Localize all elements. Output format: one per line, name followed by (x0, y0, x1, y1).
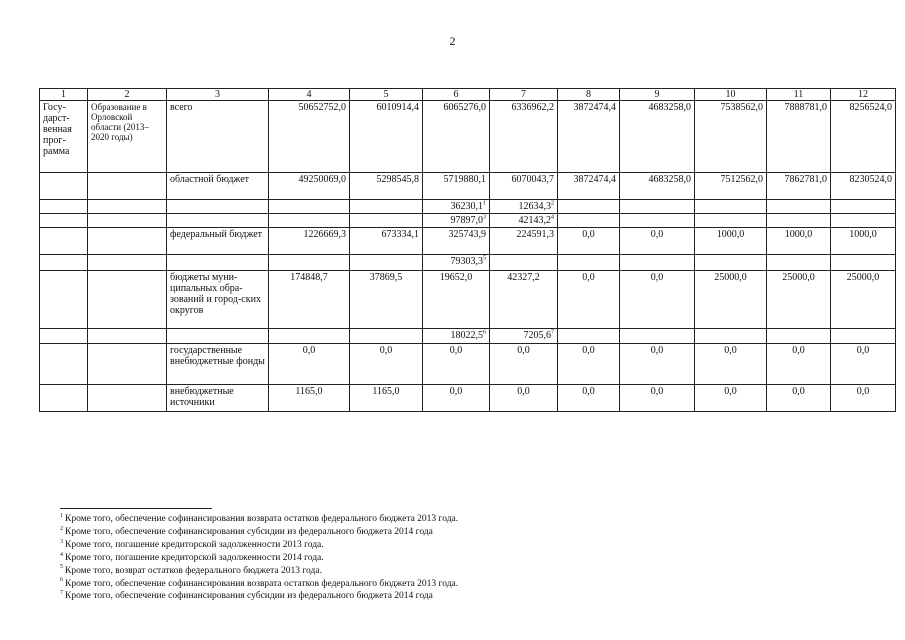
footnote-mark: 7 (60, 590, 63, 597)
table-cell: 0,0 (558, 344, 620, 385)
table-cell: 0,0 (831, 385, 896, 412)
footnote: $^6$ Кроме того, обеспечение софинансирования возврата остатков федерального бюджета 2013 года. (60, 577, 459, 589)
table-cell: 1165,0 (350, 385, 423, 412)
footnote-mark: 2 (60, 525, 63, 532)
footnote: $^5$ Кроме того, возврат остатков федерального бюджета 2013 года. (60, 564, 322, 576)
table-row-municipal (40, 271, 896, 329)
footnote-mark: 6 (60, 577, 63, 584)
table-row-regional (40, 173, 896, 200)
table-cell: 4683258,0 (620, 101, 695, 173)
table-cell: 1000,0 (695, 228, 767, 255)
table-cell: 0,0 (558, 271, 620, 329)
footnote-mark: 5 (60, 564, 63, 571)
row-label: областной бюджет (167, 173, 269, 200)
table-cell: 1000,0 (767, 228, 831, 255)
footnote: $^7$ Кроме того, обеспечение софинансирования субсидии из федерального бюджета 2014 года (60, 590, 433, 602)
table-cell: 0,0 (620, 228, 695, 255)
table-cell: 7205,6$^7$ (490, 329, 558, 344)
column-header: 3 (167, 89, 269, 101)
column-header: 5 (350, 89, 423, 101)
table-cell: 0,0 (490, 385, 558, 412)
table-row-federal (40, 228, 896, 255)
page-number: 2 (449, 34, 456, 48)
column-header: 2 (88, 89, 167, 101)
table-cell: 6070043,7 (490, 173, 558, 200)
table-cell: 5298545,8 (350, 173, 423, 200)
table-row-regional-extra (40, 200, 896, 214)
table-cell: 7888781,0 (767, 101, 831, 173)
table-cell: 0,0 (695, 344, 767, 385)
table-cell: 0,0 (767, 344, 831, 385)
table-cell: 0,0 (695, 385, 767, 412)
table-cell: 79303,3$^5$ (423, 255, 490, 271)
table-cell: 0,0 (423, 344, 490, 385)
table-cell: 18022,5$^6$ (423, 329, 490, 344)
table-cell: 3872474,4 (558, 173, 620, 200)
table-row-extra-budgetary (40, 385, 896, 412)
table-cell: 8256524,0 (831, 101, 896, 173)
row-label: всего (167, 101, 269, 173)
table-row-municipal-extra (40, 329, 896, 344)
column-header: 7 (490, 89, 558, 101)
column-header: 11 (767, 89, 831, 101)
program-name: Госу-дарст-венная прог-рамма (40, 101, 88, 173)
table-cell: 8230524,0 (831, 173, 896, 200)
table-cell: 7862781,0 (767, 173, 831, 200)
column-header: 8 (558, 89, 620, 101)
footnote-mark: 3 (60, 538, 63, 545)
table-cell: 49250069,0 (269, 173, 350, 200)
footnote: $^1$ Кроме того, обеспечение софинансирования возврата остатков федерального бюджета 2013 года. (60, 512, 459, 524)
table-cell: 25000,0 (695, 271, 767, 329)
footnote: $^3$ Кроме того, погашение кредиторской задолженности 2013 года. (60, 538, 324, 550)
table-row-federal-extra (40, 255, 896, 271)
column-header: 1 (40, 89, 88, 101)
footnote-mark: 7 (551, 329, 554, 336)
footnote-mark: 1 (483, 200, 486, 207)
table-cell: 50652752,0 (269, 101, 350, 173)
table-cell: 174848,7 (269, 271, 350, 329)
table-cell: 12634,3$^2$ (490, 200, 558, 214)
table-cell: 6065276,0 (423, 101, 490, 173)
table-cell: 37869,5 (350, 271, 423, 329)
column-header: 4 (269, 89, 350, 101)
table-cell: 325743,9 (423, 228, 490, 255)
table-cell: 0,0 (558, 385, 620, 412)
footnote-mark: 2 (551, 200, 554, 207)
table-cell: 25000,0 (831, 271, 896, 329)
footnote-divider (60, 508, 212, 509)
row-label: государственные внебюджетные фонды (167, 344, 269, 385)
table-cell: 7512562,0 (695, 173, 767, 200)
footnote: $^2$ Кроме того, обеспечение софинансирования субсидии из федерального бюджета 2014 года (60, 525, 433, 537)
footnote-mark: 4 (551, 214, 554, 221)
table-cell: 25000,0 (767, 271, 831, 329)
table-cell: 0,0 (490, 344, 558, 385)
footnotes (60, 513, 458, 603)
table-cell: 97897,0$^3$ (423, 214, 490, 228)
column-header: 12 (831, 89, 896, 101)
table-cell: 1165,0 (269, 385, 350, 412)
table-cell: 673334,1 (350, 228, 423, 255)
table-cell: 0,0 (558, 228, 620, 255)
footnote-mark: 4 (60, 551, 63, 558)
table-cell: 224591,3 (490, 228, 558, 255)
program-description: Образование в Орловской области (2013–2020 годы) (88, 101, 167, 173)
column-header: 10 (695, 89, 767, 101)
budget-table (39, 88, 896, 412)
table-cell: 6010914,4 (350, 101, 423, 173)
table-cell: 4683258,0 (620, 173, 695, 200)
footnote-mark: 6 (483, 329, 486, 336)
row-label: бюджеты муни-ципальных обра-зований и город-ских округов (167, 271, 269, 329)
table-cell: 1000,0 (831, 228, 896, 255)
table-cell: 42143,2$^4$ (490, 214, 558, 228)
footnote-mark: 3 (483, 214, 486, 221)
row-label: внебюджетные источники (167, 385, 269, 412)
table-cell: 0,0 (831, 344, 896, 385)
row-label: федеральный бюджет (167, 228, 269, 255)
table-cell: 0,0 (620, 385, 695, 412)
table-cell: 36230,1$^1$ (423, 200, 490, 214)
footnote: $^4$ Кроме того, погашение кредиторской задолженности 2014 года. (60, 551, 324, 563)
table-cell: 42327,2 (490, 271, 558, 329)
table-row-regional-extra (40, 214, 896, 228)
table-row-state-funds (40, 344, 896, 385)
table-cell: 0,0 (269, 344, 350, 385)
table-cell: 19652,0 (423, 271, 490, 329)
column-header: 9 (620, 89, 695, 101)
footnote-mark: 5 (483, 255, 486, 262)
table-cell: 7538562,0 (695, 101, 767, 173)
table-cell: 1226669,3 (269, 228, 350, 255)
table-header-row (40, 89, 896, 101)
table-cell: 3872474,4 (558, 101, 620, 173)
table-cell: 6336962,2 (490, 101, 558, 173)
column-header: 6 (423, 89, 490, 101)
table-cell: 0,0 (620, 271, 695, 329)
footnote-mark: 1 (60, 512, 63, 519)
table-row-total (40, 101, 896, 173)
table-cell: 0,0 (767, 385, 831, 412)
table-cell: 0,0 (620, 344, 695, 385)
table-cell: 0,0 (350, 344, 423, 385)
table-cell: 0,0 (423, 385, 490, 412)
table-cell: 5719880,1 (423, 173, 490, 200)
